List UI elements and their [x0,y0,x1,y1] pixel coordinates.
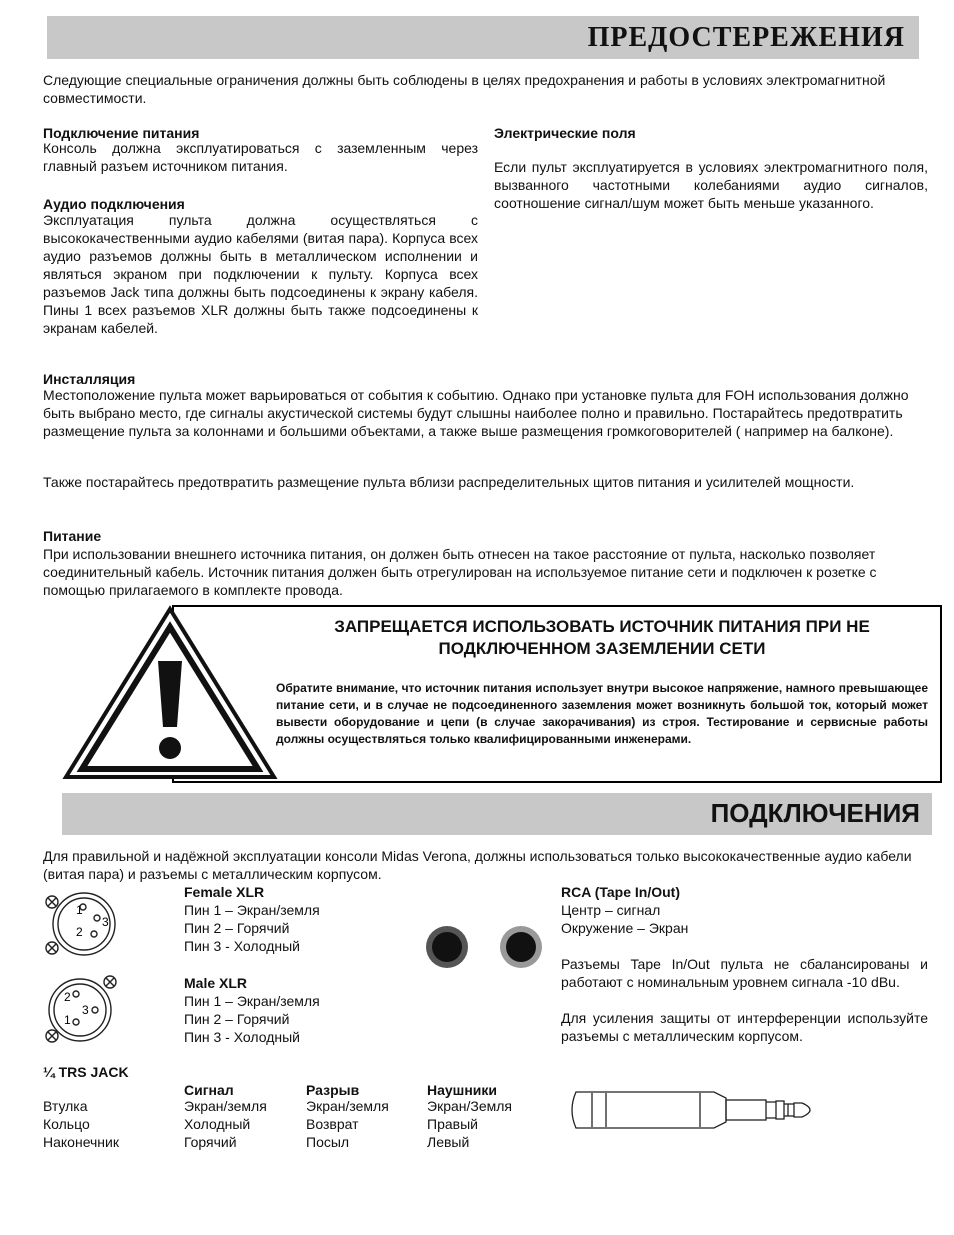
female-xlr-pin: Пин 1 – Экран/земля [184,902,320,918]
trs-title: ¼ TRS JACK [43,1064,129,1080]
section-title: ПОДКЛЮЧЕНИЯ [710,798,920,828]
trs-cell: Экран/Земля [427,1098,512,1114]
xlr-female-pin-label: 1 [76,903,83,917]
xlr-male-pin-label: 1 [64,1013,71,1027]
trs-cell: Правый [427,1116,478,1132]
female-xlr-pin: Пин 2 – Горячий [184,920,290,936]
warning-text: Обратите внимание, что источник питания использует внутри высокое напряжение, намного превышающее питание сети, и в случае не подсоединенного заземления может возникнуть большой ток, который может вывести оборудование и цепи (в случае закорачивания) из строя. Тестирование и сервисные работы должны осуществляться только квалифицированными инженерами. [276,681,928,746]
rca-title: RCA (Tape In/Out) [561,884,680,900]
audio-text: Эксплуатация пульта должна осуществляться с высококачественными аудио кабелями (витая пара). Корпуса всех аудио разъемов должны быть в металлическом исполнении и являться экраном при подключении к пульту. Корпуса всех разъемов Jack типа должны быть подсоединены к экрану кабеля. Пины 1 всех разъемов XLR должны быть также подсоединены к экранам кабелей. [43,212,478,336]
male-xlr-pin: Пин 2 – Горячий [184,1011,290,1027]
install-text-1: Местоположение пульта может варьироваться от события к событию. Однако при установке пульта для FOH использования должно быть выбрано место, где сигналы акустической системы будут слышны наиболее полно и правильно. Постарайтесь предотвратить размещение пульта за колоннами и большими объектами, а также выше размещения громкоговорителей ( например на балконе). [43,387,909,439]
power-text: Консоль должна эксплуатироваться с заземленным через главный разъем источником питания. [43,140,478,174]
trs-column-header: Сигнал [184,1082,234,1098]
install-title: Инсталляция [43,371,136,387]
rca-para-1: Разъемы Tape In/Out пульта не сбалансированы и работают с номинальным уровнем сигнала -10 dBu. [561,956,928,990]
section-title: ПРЕДОСТЕРЕЖЕНИЯ [587,22,905,53]
rca-line: Центр – сигнал [561,902,661,918]
warning-title: ЗАПРЕЩАЕТСЯ ИСПОЛЬЗОВАТЬ ИСТОЧНИК ПИТАНИЯ ПРИ НЕ ПОДКЛЮЧЕННОМ ЗАЗЕМЛЕНИИ СЕТИ [334,617,870,658]
audio-title: Аудио подключения [43,196,185,212]
trs-cell: Холодный [184,1116,251,1132]
fields-title: Электрические поля [494,125,636,141]
trs-cell: Возврат [306,1116,359,1132]
supply-title: Питание [43,528,102,544]
intro-text: Следующие специальные ограничения должны быть соблюдены в целях предохранения и работы в условиях электромагнитной совместимости. [43,72,886,106]
rca-line: Окружение – Экран [561,920,689,936]
xlr-female-icon [40,890,130,960]
supply-text: При использовании внешнего источника питания, он должен быть отнесен на такое расстояние от пульта, насколько позволяет соединительный кабель. Источник питания должен быть отрегулирован на используемое питание сети и подключен к розетке с помощью прилагаемого в комплекте провода. [43,546,877,598]
xlr-male-icon [40,972,130,1047]
warning-triangle-icon [62,605,278,781]
xlr-male-pin-label: 3 [82,1003,89,1017]
rca-jack-icon [422,922,547,972]
female-xlr-title: Female XLR [184,884,265,900]
trs-row-name: Кольцо [43,1116,90,1132]
male-xlr-pin: Пин 3 - Холодный [184,1029,300,1045]
female-xlr-pin: Пин 3 - Холодный [184,938,300,954]
trs-plug-icon [566,1086,828,1134]
section-header-precautions [47,16,919,59]
trs-cell: Посыл [306,1134,350,1150]
xlr-female-pin-label: 3 [102,915,109,929]
male-xlr-title: Male XLR [184,975,248,991]
trs-row-name: Втулка [43,1098,88,1114]
trs-cell: Экран/земля [306,1098,389,1114]
trs-cell: Экран/земля [184,1098,267,1114]
section-header-connections [62,793,932,835]
trs-cell: Левый [427,1134,470,1150]
trs-cell: Горячий [184,1134,237,1150]
male-xlr-pin: Пин 1 – Экран/земля [184,993,320,1009]
xlr-male-pin-label: 2 [64,990,71,1004]
trs-row-name: Наконечник [43,1134,119,1150]
connections-intro: Для правильной и надёжной эксплуатации консоли Midas Verona, должны использоваться только высококачественные аудио кабели (витая пара) и разъемы с металлическим корпусом. [43,848,912,882]
trs-column-header: Наушники [427,1082,498,1098]
trs-column-header: Разрыв [306,1082,360,1098]
fields-text: Если пульт эксплуатируется в условиях электромагнитного поля, вызванного частотными колебаниями аудио сигналов, соотношение сигнал/шум может быть меньше указанного. [494,159,928,211]
install-text-2: Также постарайтесь предотвратить размещение пульта вблизи распределительных щитов питания и усилителей мощности. [43,474,855,490]
rca-para-2: Для усиления защиты от интерференции используйте разъемы с металлическим корпусом. [561,1010,928,1044]
trs-row-names [43,1097,119,1151]
power-title: Подключение питания [43,125,200,141]
xlr-female-pin-label: 2 [76,925,83,939]
